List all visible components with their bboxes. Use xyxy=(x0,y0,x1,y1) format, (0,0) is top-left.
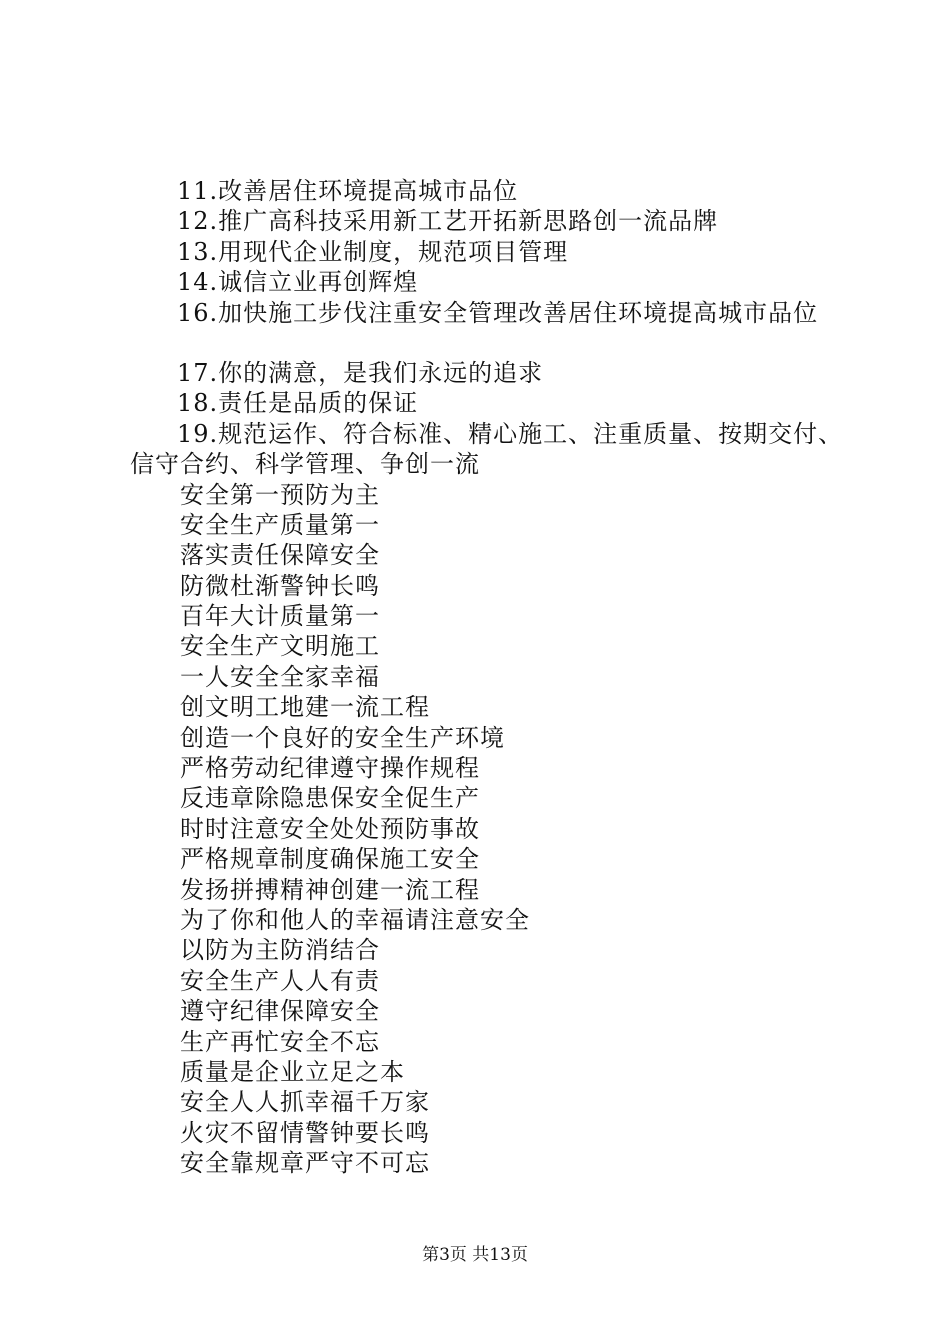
footer-total-pages: 13 xyxy=(489,1245,511,1265)
footer-mid: 页 共 xyxy=(449,1245,490,1265)
numbered-item-19: 19.规范运作、符合标准、精心施工、注重质量、按期交付、 xyxy=(177,419,844,448)
slogan-line: 质量是企业立足之本 xyxy=(180,1057,405,1086)
slogan-line: 落实责任保障安全 xyxy=(180,541,380,570)
slogan-line: 火灾不留情警钟要长鸣 xyxy=(180,1118,430,1147)
numbered-item-11: 11.改善居住环境提高城市品位 xyxy=(177,177,519,205)
slogan-line: 安全生产文明施工 xyxy=(180,632,380,661)
footer-prefix: 第 xyxy=(422,1245,440,1265)
numbered-item-17: 17.你的满意，是我们永远的追求 xyxy=(177,358,544,387)
slogan-line: 反违章除隐患保安全促生产 xyxy=(180,784,480,813)
slogan-line: 创造一个良好的安全生产环境 xyxy=(180,723,505,752)
slogan-line: 生产再忙安全不忘 xyxy=(180,1027,380,1056)
numbered-item-13: 13.用现代企业制度，规范项目管理 xyxy=(177,237,569,266)
paragraph-gap xyxy=(130,328,850,358)
slogan-line: 严格劳动纪律遵守操作规程 xyxy=(180,754,480,783)
slogan-line: 安全第一预防为主 xyxy=(180,480,380,509)
slogan-line: 安全生产质量第一 xyxy=(180,510,380,539)
page-footer xyxy=(0,1244,950,1266)
numbered-item-12: 12.推广高科技采用新工艺开拓新思路创一流品牌 xyxy=(177,207,719,236)
numbered-item-16: 16.加快施工步伐注重安全管理改善居住环境提高城市品位 xyxy=(177,298,819,327)
slogan-line: 发扬拼搏精神创建一流工程 xyxy=(180,875,480,904)
document-body xyxy=(130,176,850,1179)
footer-suffix: 页 xyxy=(510,1245,528,1265)
slogan-line: 防微杜渐警钟长鸣 xyxy=(180,571,380,600)
slogan-line: 以防为主防消结合 xyxy=(180,936,380,965)
slogan-line: 时时注意安全处处预防事故 xyxy=(180,814,480,843)
slogan-line: 百年大计质量第一 xyxy=(180,602,380,631)
slogan-line: 一人安全全家幸福 xyxy=(180,662,380,691)
slogan-line: 为了你和他人的幸福请注意安全 xyxy=(180,905,530,934)
numbered-item-14: 14.诚信立业再创辉煌 xyxy=(177,268,419,297)
slogan-line: 安全人人抓幸福千万家 xyxy=(180,1088,430,1117)
slogan-line: 严格规章制度确保施工安全 xyxy=(180,845,480,874)
slogan-line: 遵守纪律保障安全 xyxy=(180,997,380,1026)
numbered-item-18: 18.责任是品质的保证 xyxy=(177,389,419,418)
slogan-line: 安全靠规章严守不可忘 xyxy=(180,1149,430,1178)
slogan-line: 安全生产人人有责 xyxy=(180,966,380,995)
numbered-item-19-continuation: 信守合约、科学管理、争创一流 xyxy=(130,450,480,479)
slogan-line: 创文明工地建一流工程 xyxy=(180,693,430,722)
footer-page-number: 3 xyxy=(439,1245,450,1265)
